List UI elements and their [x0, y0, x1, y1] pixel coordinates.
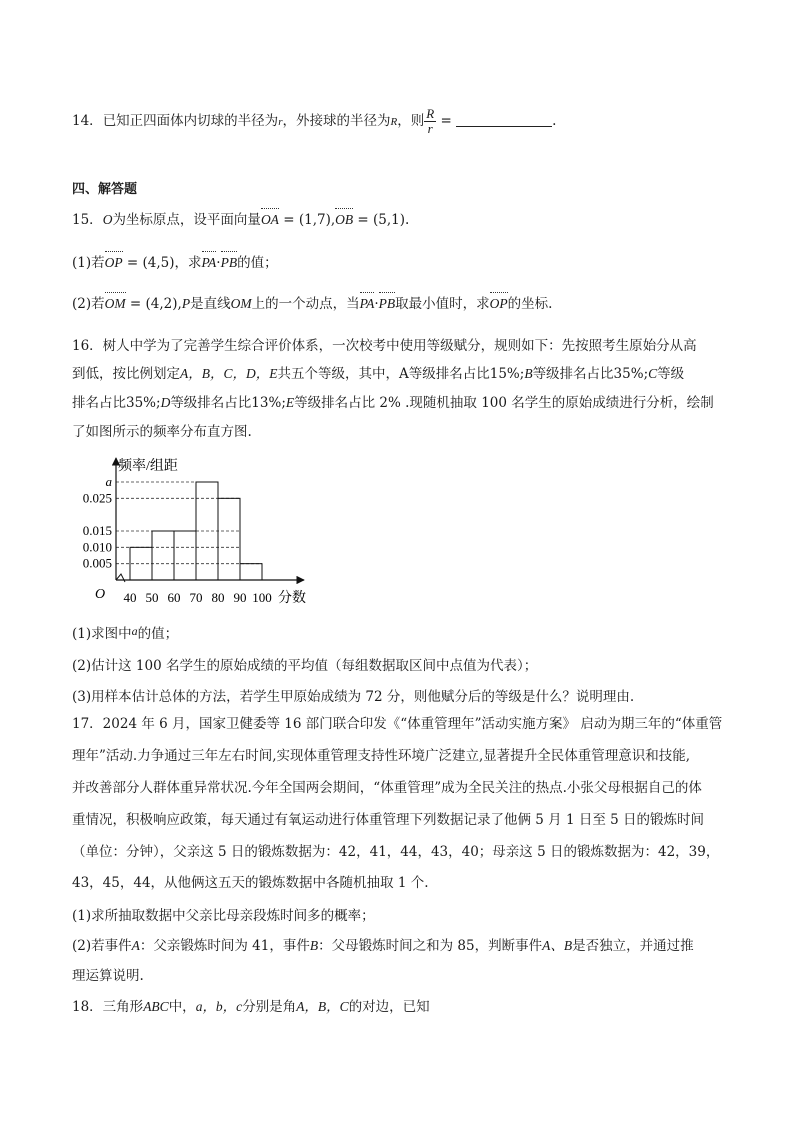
section-heading: 四、解答题	[72, 182, 138, 197]
q15-oa-value: = (1,7),	[278, 212, 336, 228]
q14-fraction: $\frac{R}{r}$	[426, 106, 435, 136]
histogram-bar-80-90	[218, 498, 240, 580]
question-14	[72, 107, 556, 136]
question-16-line-2	[72, 364, 684, 384]
vector-op: OP	[105, 253, 123, 273]
q16-l3-text-e: 等级排名占比 2% .现随机抽取 100 名学生的原始成绩进行分析，绘制	[294, 395, 714, 411]
q16-l3-text-a: 排名占比35%;	[72, 395, 161, 411]
question-18	[72, 997, 430, 1017]
q15-p1-text: ，求	[174, 255, 202, 271]
vector-oa: OA	[261, 210, 279, 230]
q18-text-c: 中，	[168, 999, 196, 1015]
y-tick-label: a	[105, 474, 112, 489]
q14-eq: =	[436, 113, 457, 129]
x-tick-label: 40	[123, 590, 137, 605]
q15-p2-label: (2)若	[72, 296, 105, 312]
question-16-line-4: 了如图所示的频率分布直方图.	[72, 424, 252, 440]
question-17-line-5: （单位：分钟），父亲这 5 日的锻炼数据为：42，41，44，43，40；母亲这 5 日的锻炼数据为：42，39，	[72, 844, 720, 860]
q14-end: .	[552, 113, 557, 129]
line-om: OM	[230, 296, 252, 311]
q16-l2-text-e: 等级排名占比35%;	[532, 366, 649, 382]
q17-p2-text-e: ：父母锻炼时间之和为 85，判断事件	[318, 938, 543, 954]
triangle-abc: ABC	[143, 999, 169, 1014]
vector-op-2: OP	[490, 294, 508, 314]
vector-pa: PA	[202, 253, 217, 273]
sides-abc: a，b，c	[195, 999, 243, 1014]
q16-grade-d: D	[160, 395, 171, 410]
question-16-part-2: (2)估计这 100 名学生的原始成绩的平均值（每组数据取区间中点值为代表）；	[72, 658, 538, 674]
angles-abc: A，B，C	[296, 999, 349, 1014]
y-tick-label: 0.005	[82, 555, 112, 571]
q16-p1-text-a: (1)求图中	[72, 626, 132, 642]
vector-pb: PB	[221, 253, 238, 273]
histogram-bar-60-70	[174, 531, 196, 580]
q14-text-a: 已知正四面体内切球的半径为	[102, 113, 279, 129]
q15-p2-text-b: 上的一个动点，当	[251, 296, 360, 312]
vector-ob: OB	[335, 210, 353, 230]
question-16-line-1: 16．树人中学为了完善学生综合评价体系，一次校考中使用等级赋分，规则如下：先按照考生原始分从高	[72, 338, 697, 354]
question-17-line-3: 并改善部分人群体重异常状况.今年全国两会期间，“体重管理”成为全民关注的热点.小张父母根据自己的体	[72, 780, 702, 796]
question-17-part-2-cont: 理运算说明.	[72, 968, 144, 984]
q15-end: .	[405, 212, 410, 228]
point-p: P	[181, 296, 191, 311]
q17-p2-text-c: ：父亲锻炼时间为 41，事件	[139, 938, 310, 954]
q15-p2-text-c: 取最小值时，求	[395, 296, 490, 312]
q15-p1-label: (1)若	[72, 255, 105, 271]
q15-number: 15．	[72, 212, 103, 228]
q16-p1-a: a	[131, 624, 138, 638]
vector-pa-2: PA	[360, 294, 375, 314]
q18-text-a: 18．三角形	[72, 999, 144, 1015]
x-tick-label: 60	[167, 590, 181, 605]
event-b: B	[309, 938, 319, 953]
question-17-line-2: 理年”活动.力争通过三年左右时间,实现体重管理支持性环境广泛建立,显著提升全民体重管理意识和技能,	[72, 748, 691, 764]
q16-l2-text-g: 等级	[657, 366, 685, 382]
q15-origin: O	[102, 212, 113, 227]
question-17-line-4: 重情况，积极响应政策，每天通过有氧运动进行体重管理下列数据记录了他俩 5 月 1 日至 5 日的锻炼时间	[72, 812, 705, 828]
q16-grade-e: E	[285, 395, 295, 410]
histogram-bar-50-60	[152, 531, 174, 580]
question-17-line-6: 43，45，44，从他俩这五天的锻炼数据中各随机抽取 1 个.	[72, 875, 429, 891]
q16-grade-b: B	[524, 366, 533, 381]
q18-text-g: 的对边，已知	[348, 999, 430, 1015]
vector-pb-2: PB	[379, 294, 396, 314]
q16-l2-text-c: 共五个等级，其中，A等级排名占比15%;	[277, 366, 525, 382]
question-17-line-1: 17．2024 年 6 月，国家卫健委等 16 部门联合印发《“体重管理年”活动实施方案》 启动为期三年的“体重管	[72, 716, 723, 732]
q14-number: 14．	[72, 113, 103, 129]
q16-l2-text-a: 到低，按比例划定	[72, 366, 180, 382]
question-16-line-3	[72, 393, 714, 413]
x-tick-label: 70	[189, 590, 203, 605]
histogram-bar-90-100	[240, 564, 262, 580]
q14-text-c: ，则	[397, 113, 425, 129]
events-ab: A、B	[542, 938, 573, 953]
y-tick-label: 0.025	[82, 490, 112, 506]
q14-answer-blank[interactable]	[456, 112, 552, 127]
q15-ob-value: = (5,1)	[353, 212, 406, 228]
q15-p1-op-value: = (4,5)	[122, 255, 175, 271]
question-15-part-2	[72, 294, 552, 314]
origin-label: O	[95, 587, 106, 602]
vector-om: OM	[105, 294, 126, 314]
q16-grades: A，B，C，D，E	[180, 366, 278, 381]
x-axis-label: 分数	[278, 591, 306, 606]
axis-break	[116, 574, 125, 582]
x-tick-label: 80	[211, 590, 225, 605]
q16-p1-text-c: 的值；	[137, 626, 179, 642]
question-16-part-1	[72, 621, 178, 644]
q17-p2-text-g: 是否独立，并通过推	[572, 938, 694, 954]
q15-p1-end: 的值；	[237, 255, 278, 271]
y-tick-label: 0.010	[82, 539, 112, 555]
x-tick-label: 90	[233, 590, 247, 605]
q16-l3-text-c: 等级排名占比13%;	[170, 395, 286, 411]
q14-text-b: ，外接球的半径为	[282, 113, 391, 129]
q15-p2-om-value: = (4,2),	[125, 296, 182, 312]
dot-operator: ·	[216, 255, 221, 271]
q18-text-e: 分别是角	[242, 999, 297, 1015]
event-a: A	[131, 938, 140, 953]
q15-p2-text-a: 是直线	[190, 296, 231, 312]
question-15-part-1	[72, 253, 278, 273]
q17-p2-text-a: (2)若事件	[72, 938, 132, 954]
q14-r: r	[278, 116, 283, 128]
q15-text: 为坐标原点，设平面向量	[112, 212, 261, 228]
frequency-histogram	[60, 452, 320, 612]
question-17-part-2	[72, 936, 694, 956]
y-axis-label: 频率/组距	[118, 459, 178, 474]
x-tick-label: 50	[145, 590, 159, 605]
x-tick-label: 100	[252, 590, 272, 605]
y-tick-label: 0.015	[82, 523, 112, 538]
question-17-part-1: (1)求所抽取数据中父亲比母亲段炼时间多的概率；	[72, 908, 375, 924]
q15-p2-end: 的坐标.	[507, 296, 553, 312]
q16-grade-c: C	[648, 366, 658, 381]
q14-R: R	[390, 116, 398, 128]
dot-operator-2: ·	[374, 296, 379, 312]
question-15	[72, 210, 409, 230]
question-16-part-3: (3)用样本估计总体的方法，若学生甲原始成绩为 72 分，则他赋分后的等级是什么？说明理由.	[72, 689, 635, 705]
